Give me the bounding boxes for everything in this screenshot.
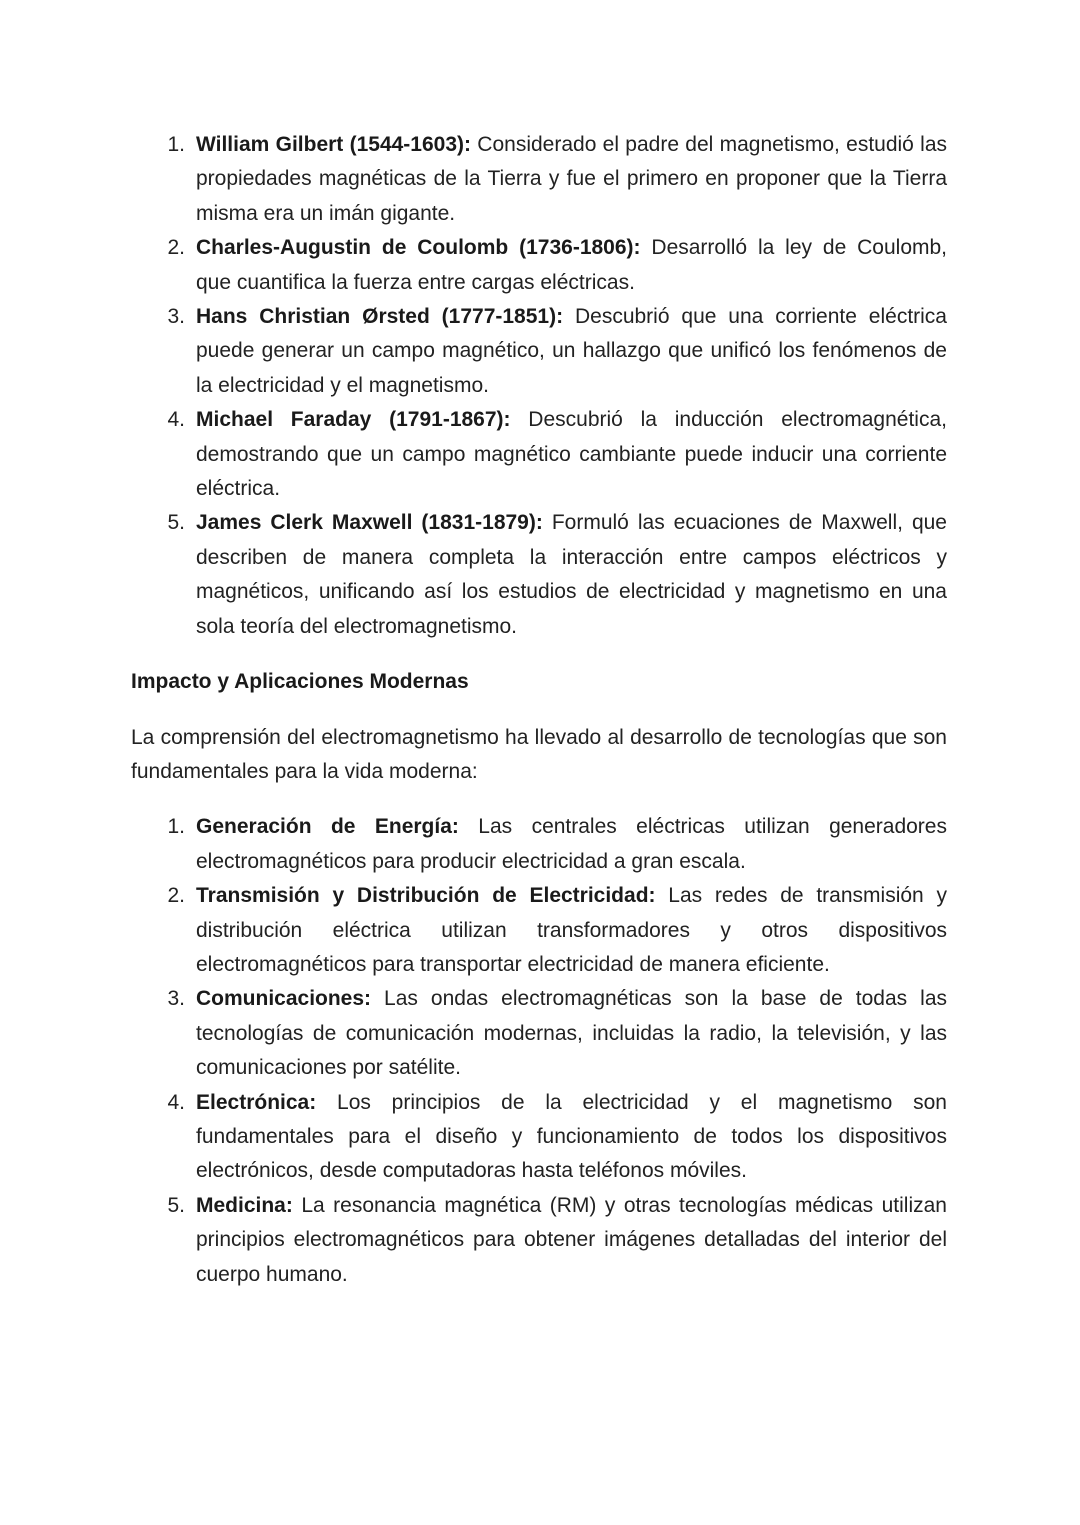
list-item <box>131 1086 947 1189</box>
list-item-title: James Clerk Maxwell (1831-1879): <box>196 511 543 535</box>
list-item-title: Generación de Energía: <box>196 815 459 839</box>
list-item-number: 5. <box>167 511 185 535</box>
list-item <box>131 1189 947 1292</box>
list-item-text: Descubrió que una corriente eléctrica puede generar un campo magnético, un hallazgo que unificó los fenómenos de la electricidad y el magnetismo. <box>196 305 947 397</box>
list-item <box>131 879 947 982</box>
intro-paragraph: La comprensión del electromagnetismo ha llevado al desarrollo de tecnologías que son fundamentales para la vida moderna: <box>131 725 947 783</box>
list-item-title: Electrónica: <box>196 1090 317 1114</box>
applications-list <box>131 810 947 1292</box>
list-item <box>131 300 947 403</box>
list-item-number: 4. <box>167 1090 185 1114</box>
list-item-text: Las redes de transmisión y distribución eléctrica utilizan transformadores y otros dispositivos electromagnéticos para transportar electricidad de manera eficiente. <box>196 884 947 976</box>
document-content <box>131 128 947 1292</box>
list-item-title: Hans Christian Ørsted (1777-1851): <box>196 305 564 329</box>
list-item-title: Comunicaciones: <box>196 987 372 1011</box>
list-item-title: Charles-Augustin de Coulomb (1736-1806): <box>196 236 641 260</box>
list-item-number: 1. <box>167 815 185 839</box>
list-item-text: La resonancia magnética (RM) y otras tecnologías médicas utilizan principios electromagnéticos para obtener imágenes detalladas del interior del cuerpo humano. <box>196 1193 947 1286</box>
list-item <box>131 403 947 506</box>
list-item-number: 1. <box>167 133 185 156</box>
list-item-text: Descubrió la inducción electromagnética, demostrando que un campo magnético cambiante puede inducir una corriente eléctrica. <box>196 408 947 501</box>
list-item-text: Los principios de la electricidad y el magnetismo son fundamentales para el diseño y funcionamiento de todos los dispositivos electrónicos, desde computadoras hasta teléfonos móviles. <box>196 1090 947 1183</box>
list-item <box>131 231 947 300</box>
list-item-number: 3. <box>167 305 185 329</box>
list-item-text: Formuló las ecuaciones de Maxwell, que describen de manera completa la interacción entre campos eléctricos y magnéticos, unificando así los estudios de electricidad y magnetismo en una sola teoría del electromagnetismo. <box>196 511 947 638</box>
list-item-number: 3. <box>167 987 185 1011</box>
list-item <box>131 506 947 644</box>
section-heading: Impacto y Aplicaciones Modernas <box>131 670 469 694</box>
list-item-title: Transmisión y Distribución de Electricidad: <box>196 884 656 908</box>
list-item-text: Desarrolló la ley de Coulomb, que cuantifica la fuerza entre cargas eléctricas. <box>196 236 948 294</box>
list-item-number: 5. <box>167 1193 185 1217</box>
list-item-number: 4. <box>167 408 185 432</box>
list-item-text: Las ondas electromagnéticas son la base de todas las tecnologías de comunicación modernas, incluidas la radio, la televisión, y las comunicaciones por satélite. <box>196 987 947 1080</box>
list-item-title: William Gilbert (1544-1603): <box>196 133 471 156</box>
list-item <box>131 810 947 879</box>
list-item-number: 2. <box>167 884 185 908</box>
list-item <box>131 128 947 231</box>
list-item-title: Medicina: <box>196 1193 293 1217</box>
list-item-title: Michael Faraday (1791-1867): <box>196 408 511 432</box>
list-item-text: Considerado el padre del magnetismo, estudió las propiedades magnéticas de la Tierra y fue el primero en proponer que la Tierra misma era un imán gigante. <box>196 133 947 225</box>
list-item-number: 2. <box>167 236 185 260</box>
list-item <box>131 982 947 1085</box>
scientists-list <box>131 128 947 644</box>
list-item-text: Las centrales eléctricas utilizan generadores electromagnéticos para producir electricidad a gran escala. <box>196 815 947 873</box>
